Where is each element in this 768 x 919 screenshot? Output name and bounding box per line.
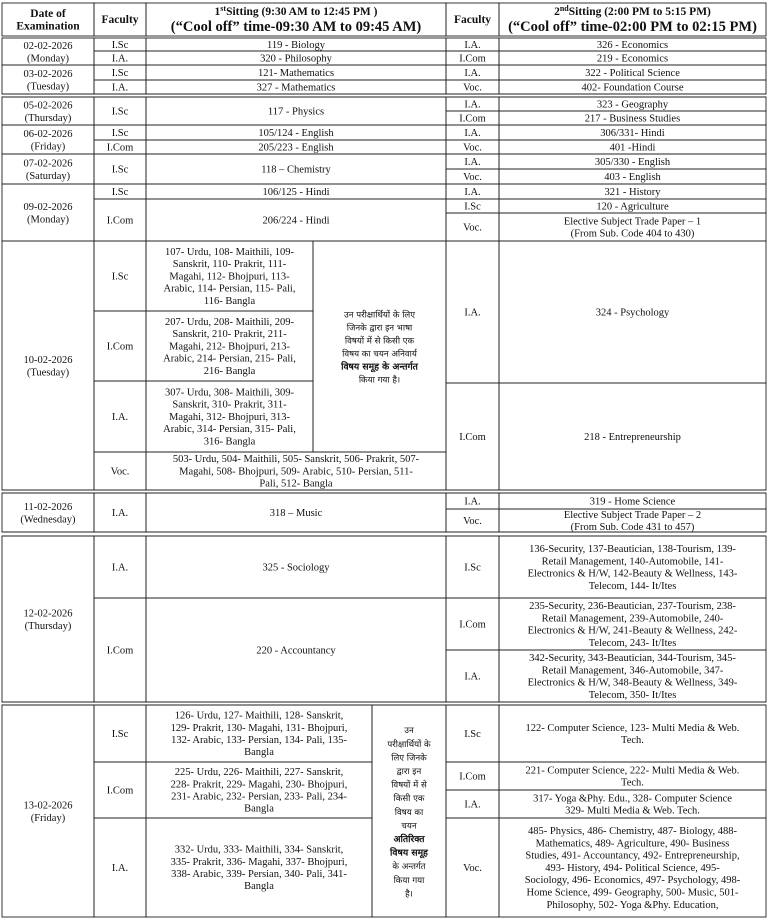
paper-text: Tech. [621, 777, 644, 789]
exam-date: 06-02-2026 [23, 128, 73, 140]
paper-text: Home Science, 499- Geography, 500- Music, 501- [526, 887, 739, 899]
paper-text: Magahi, 508- Bhojpuri, 509- Arabic, 510- Persian, 511- [179, 466, 413, 478]
exam-date: 12-02-2026 [23, 608, 73, 620]
faculty-label: I.A. [464, 307, 481, 319]
paper-text: 107- Urdu, 108- Maithili, 109- [165, 247, 294, 258]
additional-note: द्वारा इन [396, 767, 422, 777]
paper-text: 305/330 - English [594, 156, 671, 168]
paper-text: Electronics & H/W, 142-Beauty & Wellness, 143- [527, 568, 738, 580]
paper-text: 225- Urdu, 226- Maithili, 227- Sanskrit, [174, 767, 344, 779]
paper-text: Retail Management, 346-Automobile, 347- [541, 665, 724, 677]
additional-note: उन [404, 726, 414, 737]
paper-text: 485- Physics, 486- Chemistry, 487- Biology, 488- [528, 826, 737, 837]
faculty-label: I.A. [464, 99, 481, 111]
paper-text: Arabic, 314- Persian, 315- Pali, [163, 424, 296, 436]
first-sitting-cool-off: (“Cool off” time-09:30 AM to 09:45 AM) [170, 19, 422, 35]
paper-text: Magahi, 212- Bhojpuri, 213- [168, 341, 291, 353]
paper-text: 207- Urdu, 208- Maithili, 209- [165, 317, 294, 328]
second-sitting-cool-off: (“Cool off” time-02:00 PM to 02:15 PM) [508, 19, 757, 35]
paper-text: Elective Subject Trade Paper – 1 [563, 216, 702, 228]
paper-text: 105/124 - English [258, 127, 334, 139]
faculty-label: I.Com [459, 771, 486, 783]
paper-text: 335- Prakrit, 336- Magahi, 337- Bhojpuri, [170, 856, 348, 868]
paper-text: Sanskrit, 210- Prakrit, 211- [172, 329, 287, 341]
faculty-label: I.Sc [111, 271, 129, 283]
exam-date: (Saturday) [25, 170, 71, 182]
paper-text: Sanskrit, 110- Prakrit, 111- [172, 259, 287, 271]
paper-text: 206/224 - Hindi [262, 215, 330, 227]
faculty-label: I.Com [106, 215, 134, 227]
exam-date: (Wednesday) [20, 514, 76, 526]
paper-text: Retail Management, 239-Automobile, 240- [541, 613, 724, 625]
paper-text: 320 - Philosophy [260, 53, 332, 65]
additional-note: विषय का [394, 807, 424, 818]
paper-text: 325 - Sociology [262, 562, 330, 574]
paper-text: Telecom, 243- It/Ites [588, 637, 677, 649]
faculty-label: I.A. [111, 507, 129, 519]
compulsory-note: विषय समूह के अन्तर्गत [341, 361, 418, 373]
paper-text: 136-Security, 137-Beautician, 138-Tourism, 139- [529, 544, 736, 555]
faculty-label: I.Com [459, 53, 486, 65]
paper-text: 306/331- Hindi [600, 127, 665, 139]
paper-text: Retail Management, 140-Automobile, 141- [541, 556, 724, 568]
paper-text: Sociology, 496- Economics, 497- Psychology, 498- [524, 875, 741, 887]
paper-text: 120 - Agriculture [596, 201, 669, 213]
faculty-label: I.A. [111, 53, 129, 65]
faculty-label: I.Sc [111, 164, 129, 176]
paper-text: 132- Arabic, 133- Persian, 134- Pali, 135- [171, 735, 347, 746]
paper-text: 342-Security, 343-Beautician, 344-Tourism, 345- [529, 653, 736, 664]
faculty-label: Voc. [463, 171, 482, 183]
paper-text: 221- Computer Science, 222- Multi Media & Web. [525, 765, 740, 777]
paper-text: 129- Prakrit, 130- Magahi, 131- Bhojpuri, [170, 722, 348, 734]
faculty-label: Voc. [463, 222, 482, 234]
additional-note: अतिरिक्त [393, 834, 425, 845]
paper-text: (From Sub. Code 404 to 430) [570, 228, 695, 240]
paper-text: Electronics & H/W, 348-Beauty & Wellness, 349- [527, 677, 738, 689]
exam-date: (Monday) [27, 53, 69, 65]
paper-text: 219 - Economics [596, 53, 669, 65]
paper-text: 217 - Business Studies [584, 113, 681, 125]
paper-text: Elective Subject Trade Paper – 2 [563, 509, 702, 521]
paper-text: Studies, 491- Accountancy, 492- Entrepreneurship, [525, 850, 740, 862]
paper-text: Bangla [244, 803, 274, 815]
additional-note: परीक्षार्थियों के [387, 739, 431, 750]
paper-text: 319 - Home Science [589, 496, 676, 508]
faculty-label: I.A. [111, 411, 129, 423]
exam-date: 05-02-2026 [23, 100, 73, 112]
paper-text: 321 - History [604, 186, 661, 198]
paper-text: Philosophy, 502- Yoga &Phy. Education, [546, 899, 719, 911]
additional-note: किसी एक [393, 794, 425, 805]
faculty-label: I.Sc [111, 67, 129, 79]
paper-text: 116- Bangla [203, 295, 256, 307]
faculty-label: I.A. [111, 82, 129, 94]
paper-text: Electronics & H/W, 241-Beauty & Wellness, 242- [527, 625, 738, 637]
paper-text: 401 -Hindi [609, 142, 656, 154]
paper-text: 307- Urdu, 308- Maithili, 309- [165, 387, 294, 399]
paper-text: Telecom, 350- It/Ites [588, 689, 677, 701]
faculty-label: I.Sc [111, 728, 129, 740]
exam-date: (Monday) [27, 214, 69, 226]
faculty-label: I.Com [459, 431, 486, 443]
paper-text: Arabic, 114- Persian, 115- Pali, [163, 283, 296, 295]
faculty-label: I.A. [464, 671, 481, 683]
paper-text: 403 - English [604, 171, 661, 183]
paper-text: 322 - Political Science [585, 67, 680, 79]
faculty-label: I.Sc [464, 201, 481, 213]
paper-text: (From Sub. Code 431 to 457) [570, 522, 695, 534]
faculty-label: I.A. [464, 496, 481, 508]
paper-text: Magahi, 312- Bhojpuri, 313- [168, 411, 291, 423]
exam-date: (Friday) [30, 141, 66, 153]
additional-note: किया गया [393, 875, 425, 886]
paper-text: Tech. [621, 735, 644, 747]
paper-text: 119 - Biology [267, 39, 325, 51]
paper-text: 126- Urdu, 127- Maithili, 128- Sanskrit, [174, 710, 344, 722]
paper-text: 338- Arabic, 339- Persian, 340- Pali, 341- [171, 869, 347, 880]
paper-text: Telecom, 144- It/Ites [588, 580, 677, 592]
exam-date: (Tuesday) [26, 367, 70, 379]
paper-text: 228- Prakrit, 229- Magahi, 230- Bhojpuri, [170, 779, 348, 791]
paper-text: 205/223 - English [258, 142, 334, 154]
faculty-label: I.Com [459, 113, 486, 125]
faculty-label: I.A. [464, 127, 481, 139]
faculty-label: I.A. [464, 67, 481, 79]
exam-date: 03-02-2026 [23, 68, 73, 80]
paper-text: 218 - Entrepreneurship [584, 431, 681, 443]
paper-text: 117 - Physics [267, 106, 325, 118]
faculty-column-header: Faculty [453, 13, 492, 26]
paper-text: 317- Yoga &Phy. Edu., 328- Computer Science [533, 793, 732, 805]
paper-text: 121- Mathematics [257, 67, 335, 79]
paper-text: 503- Urdu, 504- Maithili, 505- Sanskrit, 506- Prakrit, 507- [172, 454, 420, 466]
additional-note: चयन [401, 821, 417, 832]
paper-text: Magahi, 112- Bhojpuri, 113- [169, 271, 290, 283]
faculty-label: Voc. [110, 466, 130, 478]
paper-text: 216- Bangla [203, 365, 256, 377]
compulsory-note: जिनके द्वारा इन भाषा [346, 323, 413, 334]
paper-text: Bangla [244, 881, 274, 893]
faculty-label: Voc. [463, 515, 482, 527]
paper-text: 329- Multi Media & Web. Tech. [565, 805, 700, 817]
faculty-label: I.Sc [111, 127, 129, 139]
exam-date: (Friday) [30, 812, 66, 824]
faculty-label: I.Sc [111, 186, 129, 198]
faculty-label: I.A. [464, 799, 481, 811]
exam-date: (Tuesday) [26, 81, 70, 93]
compulsory-note: किया गया है। [358, 375, 401, 386]
compulsory-note: विषय का चयन अनिवार्य [342, 349, 417, 360]
faculty-label: Voc. [463, 82, 482, 94]
compulsory-note: उन परीक्षार्थियों के लिए [343, 310, 416, 321]
additional-note: विषयों में से [391, 780, 427, 791]
exam-date: 13-02-2026 [23, 800, 73, 812]
faculty-label: I.Com [459, 619, 486, 631]
date-column-header: Examination [16, 20, 80, 33]
paper-text: 106/125 - Hindi [262, 186, 330, 198]
exam-date: (Thursday) [24, 112, 72, 124]
faculty-label: I.Com [106, 785, 134, 797]
paper-text: 324 - Psychology [595, 307, 670, 319]
faculty-label: I.Sc [464, 728, 481, 740]
paper-text: 316- Bangla [203, 436, 256, 448]
faculty-label: I.Com [106, 645, 134, 657]
exam-date: 07-02-2026 [23, 158, 73, 170]
faculty-label: I.Com [106, 341, 134, 353]
faculty-label: I.A. [464, 156, 481, 168]
date-column-header: Date of [30, 7, 66, 20]
paper-text: 118 – Chemistry [261, 164, 331, 176]
first-sitting-title: 1stSitting (9:30 AM to 12:45 PM ) [214, 4, 378, 18]
exam-date: 10-02-2026 [23, 354, 73, 366]
paper-text: 323 - Geography [596, 99, 669, 111]
faculty-label: I.Sc [111, 106, 129, 118]
exam-date: 02-02-2026 [23, 40, 73, 52]
faculty-label: I.Com [106, 142, 134, 154]
faculty-label: I.A. [464, 39, 481, 51]
paper-text: 332- Urdu, 333- Maithili, 334- Sanskrit, [174, 844, 344, 856]
paper-text: Mathematics, 489- Agriculture, 490- Business [535, 838, 730, 850]
faculty-label: I.A. [111, 562, 129, 574]
paper-text: 327 - Mathematics [256, 82, 336, 94]
paper-text: 318 – Music [269, 507, 323, 519]
paper-text: 326 - Economics [596, 39, 669, 51]
paper-text: 493- History, 494- Political Science, 495- [545, 862, 720, 874]
additional-note: के अन्तर्गत [392, 862, 426, 873]
paper-text: Arabic, 214- Persian, 215- Pali, [163, 353, 296, 365]
faculty-column-header: Faculty [101, 13, 139, 26]
paper-text: 231- Arabic, 232- Persian, 233- Pali, 234- [171, 791, 347, 803]
exam-date: 09-02-2026 [23, 201, 73, 213]
faculty-label: I.A. [464, 186, 481, 198]
additional-note: विषय समूह [390, 847, 428, 859]
faculty-label: Voc. [463, 142, 482, 154]
exam-date: (Thursday) [24, 620, 72, 632]
exam-date: 11-02-2026 [23, 501, 73, 513]
additional-note: लिए जिनके [391, 753, 427, 764]
faculty-label: I.A. [111, 862, 129, 874]
paper-text: Pali, 512- Bangla [259, 478, 333, 490]
second-sitting-title: 2ndSitting (2:00 PM to 5:15 PM) [554, 4, 711, 18]
additional-note: है। [405, 889, 413, 900]
faculty-label: I.Sc [464, 562, 481, 574]
faculty-label: I.Sc [111, 39, 129, 51]
faculty-label: Voc. [463, 862, 482, 874]
paper-text: 235-Security, 236-Beautician, 237-Tourism, 238- [529, 601, 736, 612]
paper-text: Sanskrit, 310- Prakrit, 311- [172, 399, 287, 411]
compulsory-note: विषयों में से किसी एक [344, 336, 415, 347]
paper-text: 402- Foundation Course [581, 82, 684, 94]
paper-text: 220 - Accountancy [256, 645, 336, 657]
paper-text: 122- Computer Science, 123- Multi Media & Web. [525, 722, 740, 734]
paper-text: Bangla [244, 747, 274, 759]
